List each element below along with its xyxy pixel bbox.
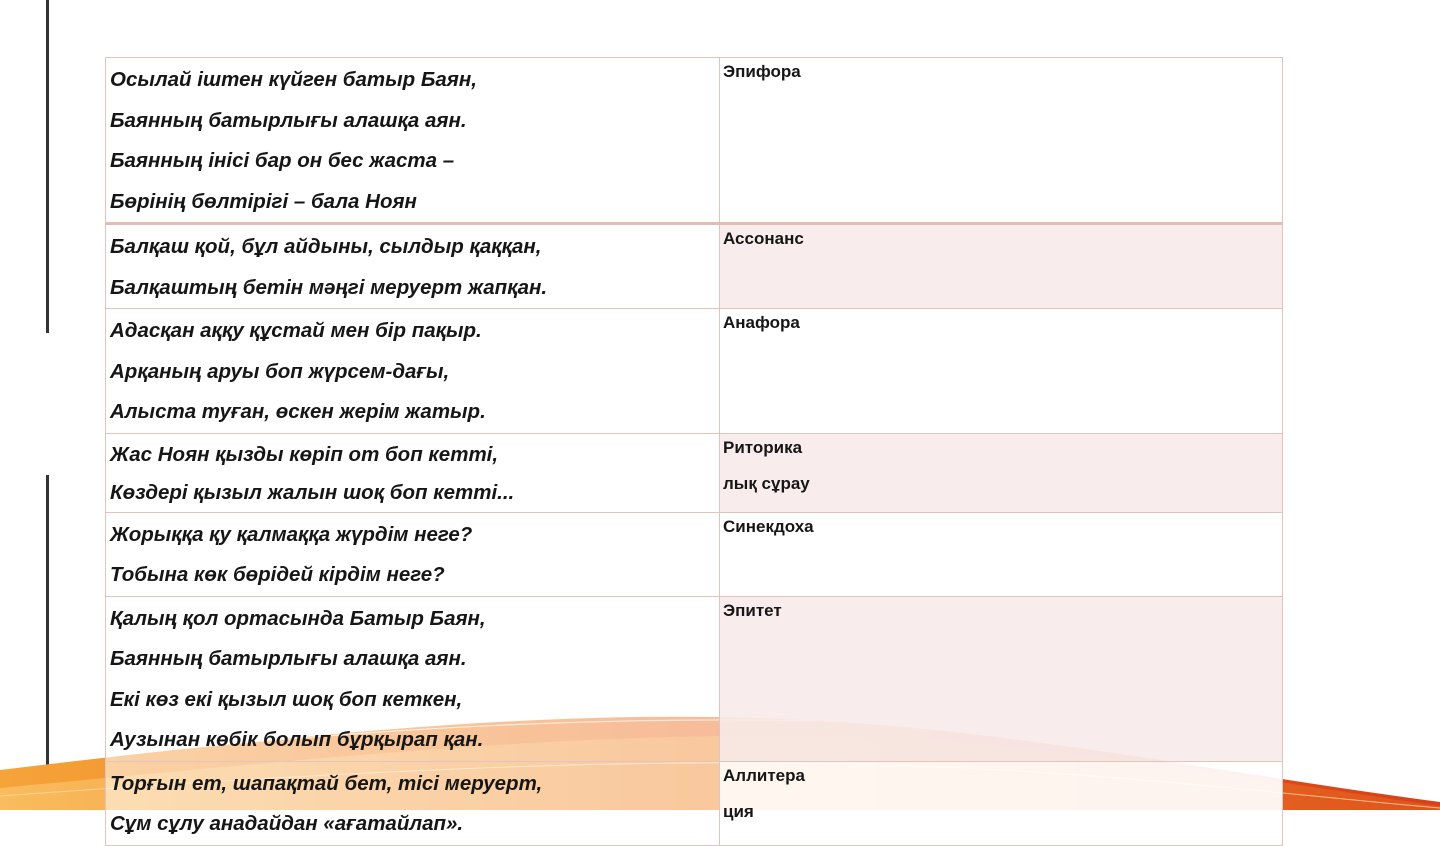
table-row xyxy=(106,309,1283,434)
term-label: Риторика xyxy=(723,437,803,457)
verse-line: Баянның інісі бар он бес жаста – xyxy=(110,149,455,172)
verse-line: Алыста туған, өскен жерім жатыр. xyxy=(110,400,486,423)
term-label: Эпитет xyxy=(723,600,782,620)
verse-cell xyxy=(106,58,720,224)
verse-line: Баянның батырлығы алашқа аян. xyxy=(110,108,467,132)
verse-line: Жорыққа қу қалмаққа жүрдім неге? xyxy=(110,522,473,546)
decorative-rule-top xyxy=(46,0,49,333)
verse-line: Сұм сұлу анадайдан «ағатайлап». xyxy=(110,812,464,835)
term-cell xyxy=(720,433,1283,512)
verse-line: Бөрінің бөлтірігі – бала Ноян xyxy=(110,189,417,213)
table-row xyxy=(106,224,1283,309)
verse-line: Аузынан көбік болып бұрқырап қан. xyxy=(110,728,484,751)
verse-line: Көздері қызыл жалын шоқ боп кетті... xyxy=(110,480,515,504)
table-row xyxy=(106,761,1283,845)
term-label: Ассонанс xyxy=(723,229,804,248)
verse-line: Қалың қол ортасында Батыр Баян, xyxy=(110,606,486,630)
table-row xyxy=(106,512,1283,596)
table-row xyxy=(106,58,1283,224)
verse-cell xyxy=(106,309,720,434)
term-cell xyxy=(720,596,1283,761)
term-cell xyxy=(720,58,1283,224)
term-cell xyxy=(720,512,1283,596)
table-row xyxy=(106,433,1283,512)
term-label: Эпифора xyxy=(723,62,801,81)
verse-line: Балқаш қой, бұл айдыны, сылдыр қаққан, xyxy=(110,235,542,258)
term-label: лық сұрау xyxy=(723,473,810,493)
verse-cell xyxy=(106,433,720,512)
term-cell xyxy=(720,761,1283,845)
term-cell xyxy=(720,309,1283,434)
term-label: Синекдоха xyxy=(723,516,814,536)
term-cell xyxy=(720,224,1283,309)
verse-cell xyxy=(106,761,720,845)
verse-line: Осылай іштен күйген батыр Баян, xyxy=(110,68,477,91)
term-label: Аллитера xyxy=(723,765,805,785)
verse-line: Тобына көк бөрідей кірдім неге? xyxy=(110,563,445,586)
verse-line: Адасқан аққу құстай мен бір пақыр. xyxy=(110,319,482,342)
verse-cell xyxy=(106,224,720,309)
verse-line: Баянның батырлығы алашқа аян. xyxy=(110,647,467,670)
table-row xyxy=(106,596,1283,761)
verse-line: Жас Ноян қызды көріп от боп кетті, xyxy=(110,442,499,466)
term-label: ция xyxy=(723,801,754,821)
literary-devices-table xyxy=(105,57,1283,846)
verse-line: Арқаның аруы боп жүрсем-дағы, xyxy=(110,359,450,383)
verse-line: Торғын ет, шапақтай бет, тісі меруерт, xyxy=(110,771,543,795)
term-label: Анафора xyxy=(723,313,800,332)
verse-line: Балқаштың бетін мәңгі меруерт жапқан. xyxy=(110,275,548,299)
verse-cell xyxy=(106,596,720,761)
verse-line: Екі көз екі қызыл шоқ боп кеткен, xyxy=(110,687,463,711)
verse-cell xyxy=(106,512,720,596)
